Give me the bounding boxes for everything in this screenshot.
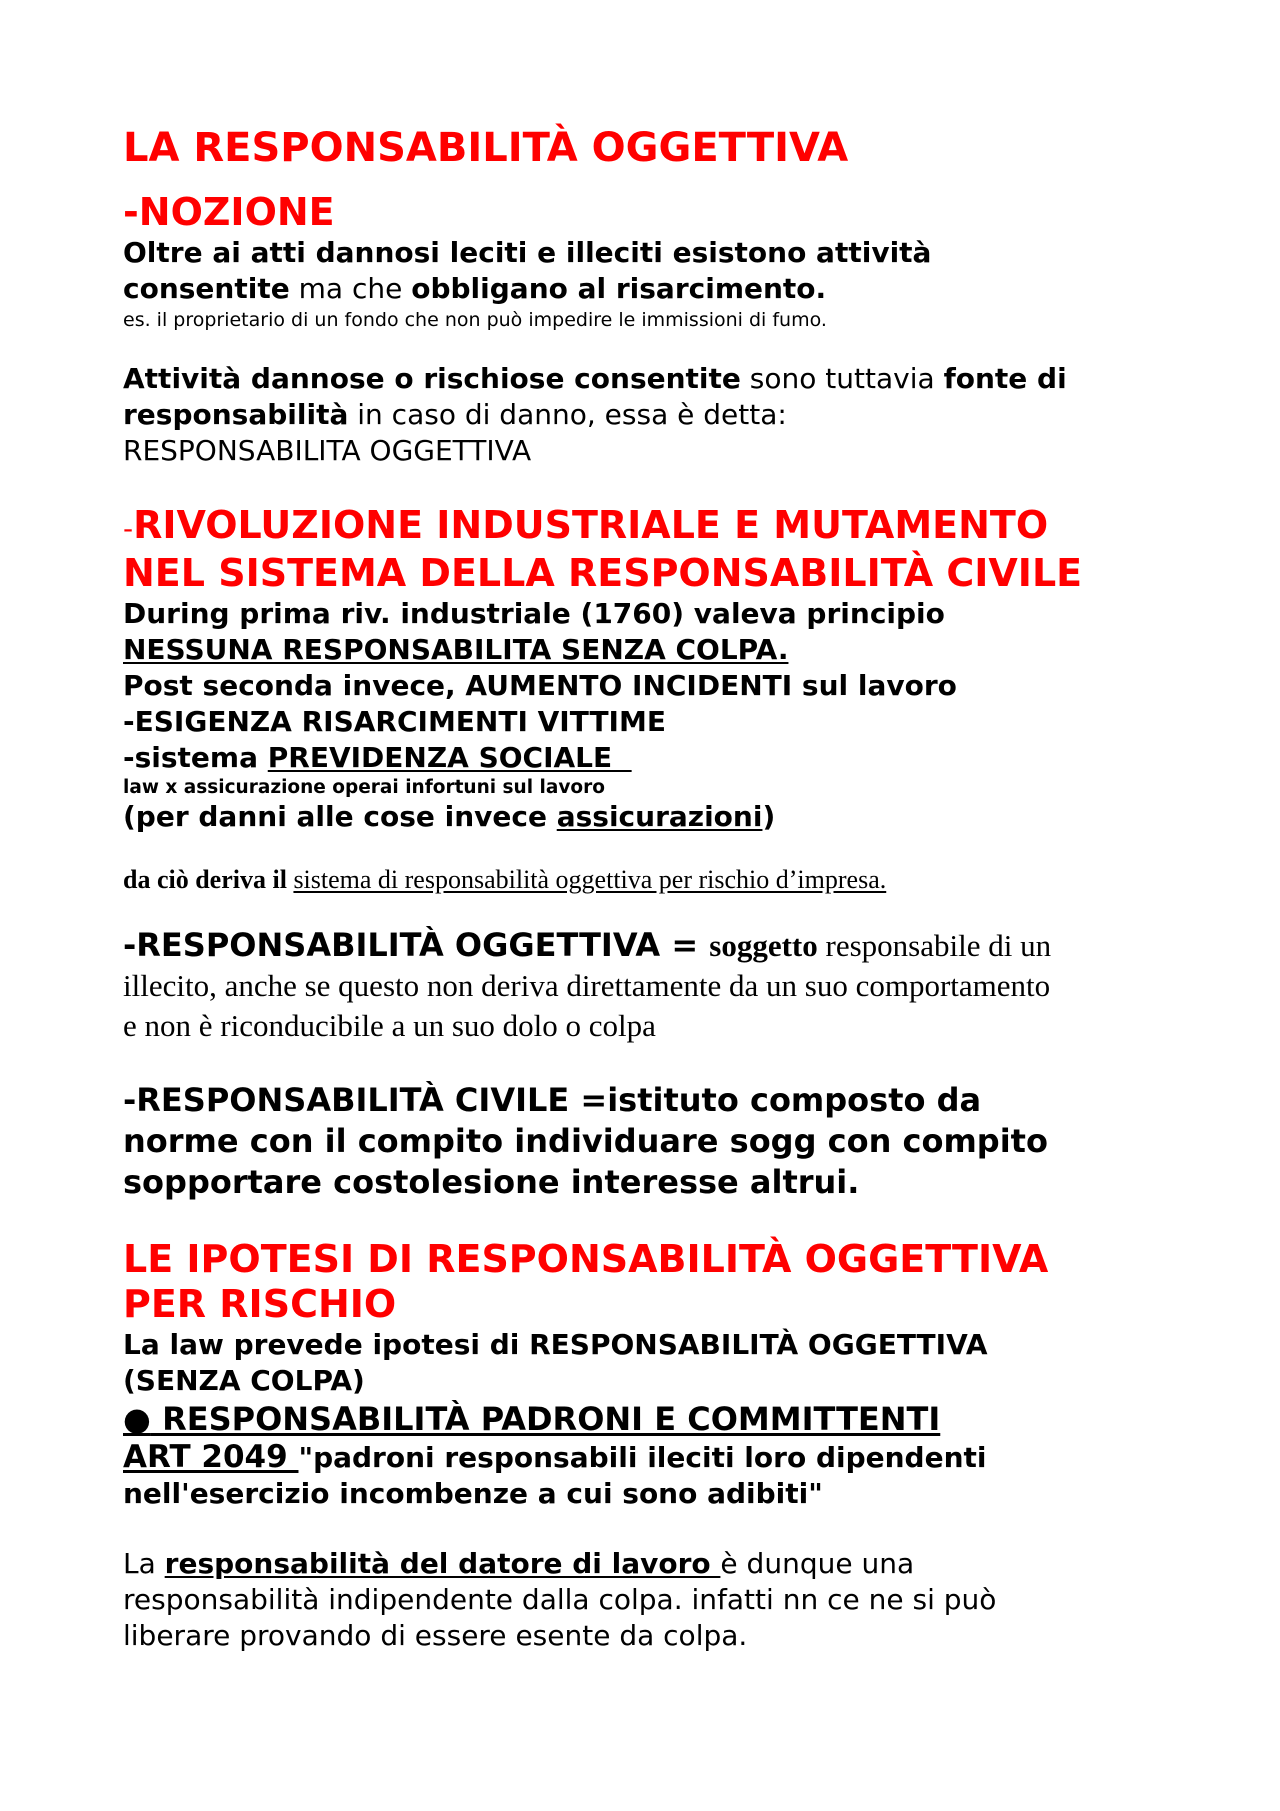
- nozione-sono-tuttavia: sono tuttavia: [740, 362, 944, 395]
- rivoluzione-sistema-prefix: -sistema: [123, 741, 268, 774]
- rivoluzione-close-paren: ): [762, 800, 776, 833]
- nozione-responsabilita: responsabilità: [123, 398, 349, 431]
- rivoluzione-line-7: [123, 799, 1173, 835]
- def-civile-line-3: sopportare costolesione interesse altrui.: [123, 1163, 860, 1201]
- rivoluzione-sistema-rischio-impresa: sistema di responsabilità oggettiva per rischio d’impresa.: [293, 865, 887, 894]
- nozione-heading: -NOZIONE: [123, 190, 335, 234]
- ipotesi-p-line-2: responsabilità indipendente dalla colpa. infatti nn ce ne si può: [123, 1583, 997, 1616]
- rivoluzione-da-cio-deriva: da ciò deriva il: [123, 865, 294, 894]
- section-def-civile: [123, 1080, 1173, 1203]
- rivoluzione-heading-text-1: RIVOLUZIONE INDUSTRIALE E MUTAMENTO: [133, 503, 1049, 547]
- ipotesi-bullet-line: [123, 1399, 1173, 1439]
- rivoluzione-line-5: [123, 740, 1173, 776]
- def-civile-line-1: -RESPONSABILITÀ CIVILE =istituto composto da: [123, 1081, 982, 1119]
- bullet-icon: ●: [123, 1400, 151, 1438]
- nozione-p2-line-2: [123, 397, 1173, 433]
- ipotesi-datore-di-lavoro: responsabilità del datore di lavoro: [164, 1547, 721, 1580]
- ipotesi-heading-1: LE IPOTESI DI RESPONSABILITÀ OGGETTIVA: [123, 1237, 1049, 1281]
- ipotesi-p-la: La: [123, 1547, 165, 1580]
- rivoluzione-line-2: NESSUNA RESPONSABILITA SENZA COLPA.: [123, 633, 789, 666]
- rivoluzione-assicurazioni: assicurazioni: [556, 800, 763, 833]
- ipotesi-line-2: (SENZA COLPA): [123, 1364, 365, 1397]
- nozione-line-1: Oltre ai atti dannosi leciti e illeciti esistono attività: [123, 236, 932, 269]
- def-oggettiva-soggetto: soggetto: [709, 928, 818, 963]
- rivoluzione-line-6: law x assicurazione operai infortuni sul lavoro: [123, 777, 605, 798]
- rivoluzione-heading-dash: -: [123, 512, 134, 545]
- def-oggettiva-term: -RESPONSABILITÀ OGGETTIVA =: [123, 926, 710, 964]
- rivoluzione-previdenza-sociale: PREVIDENZA SOCIALE: [267, 741, 632, 774]
- nozione-p2-line-3: RESPONSABILITA OGGETTIVA: [123, 434, 532, 467]
- def-civile-line-2: norme con il compito individuare sogg con compito: [123, 1122, 1048, 1160]
- nozione-p2-line-1: [123, 361, 1173, 397]
- rivoluzione-heading-2: NEL SISTEMA DELLA RESPONSABILITÀ CIVILE: [123, 551, 1083, 595]
- rivoluzione-heading-1: [123, 503, 1173, 551]
- ipotesi-art-2049: ART 2049: [123, 1439, 299, 1475]
- nozione-example: es. il proprietario di un fondo che non può impedire le immissioni di fumo.: [123, 309, 827, 331]
- section-def-oggettiva: [123, 925, 1173, 1046]
- rivoluzione-line-1: During prima riv. industriale (1760) valeva principio: [123, 597, 945, 630]
- ipotesi-art-line-2: nell'esercizio incombenze a cui sono adibiti": [123, 1477, 823, 1510]
- rivoluzione-deriva-line: [123, 863, 1173, 897]
- ipotesi-p-rest-1: è dunque una: [720, 1547, 915, 1580]
- nozione-consentite: consentite: [123, 272, 290, 305]
- page-title: LA RESPONSABILITÀ OGGETTIVA: [123, 125, 849, 171]
- document-content: [123, 118, 1173, 1654]
- ipotesi-heading-2: PER RISCHIO: [123, 1282, 397, 1326]
- ipotesi-art-quote-1: "padroni responsabili ileciti loro dipendenti: [298, 1441, 987, 1474]
- nozione-line-2: [123, 271, 1173, 307]
- ipotesi-line-1: La law prevede ipotesi di RESPONSABILITÀ OGGETTIVA: [123, 1328, 988, 1361]
- nozione-attivita-dannose: Attività dannose o rischiose consentite: [123, 362, 741, 395]
- def-oggettiva-rest-1: responsabile di un: [817, 928, 1052, 963]
- def-oggettiva-line-2: illecito, anche se questo non deriva direttamente da un suo comportamento: [123, 968, 1051, 1003]
- section-rivoluzione: [123, 503, 1173, 897]
- def-oggettiva-line-1: [123, 925, 1173, 966]
- ipotesi-padroni-committenti: RESPONSABILITÀ PADRONI E COMMITTENTI: [150, 1400, 941, 1438]
- nozione-obbligano: obbligano al risarcimento.: [411, 272, 827, 305]
- ipotesi-art-line-1: [123, 1439, 1173, 1476]
- nozione-fonte-di: fonte di: [943, 362, 1067, 395]
- section-nozione: [123, 190, 1173, 469]
- def-oggettiva-line-3: e non è riconducibile a un suo dolo o colpa: [123, 1008, 656, 1043]
- rivoluzione-line-4: -ESIGENZA RISARCIMENTI VITTIME: [123, 705, 666, 738]
- ipotesi-p-line-1: [123, 1546, 1173, 1582]
- rivoluzione-line-3: Post seconda invece, AUMENTO INCIDENTI sul lavoro: [123, 669, 957, 702]
- section-ipotesi: [123, 1237, 1173, 1654]
- rivoluzione-per-danni: (per danni alle cose invece: [123, 800, 557, 833]
- nozione-ma-che: ma che: [289, 272, 412, 305]
- nozione-in-caso-di-danno: in caso di danno, essa è detta:: [348, 398, 787, 431]
- ipotesi-p-line-3: liberare provando di essere esente da colpa.: [123, 1619, 748, 1652]
